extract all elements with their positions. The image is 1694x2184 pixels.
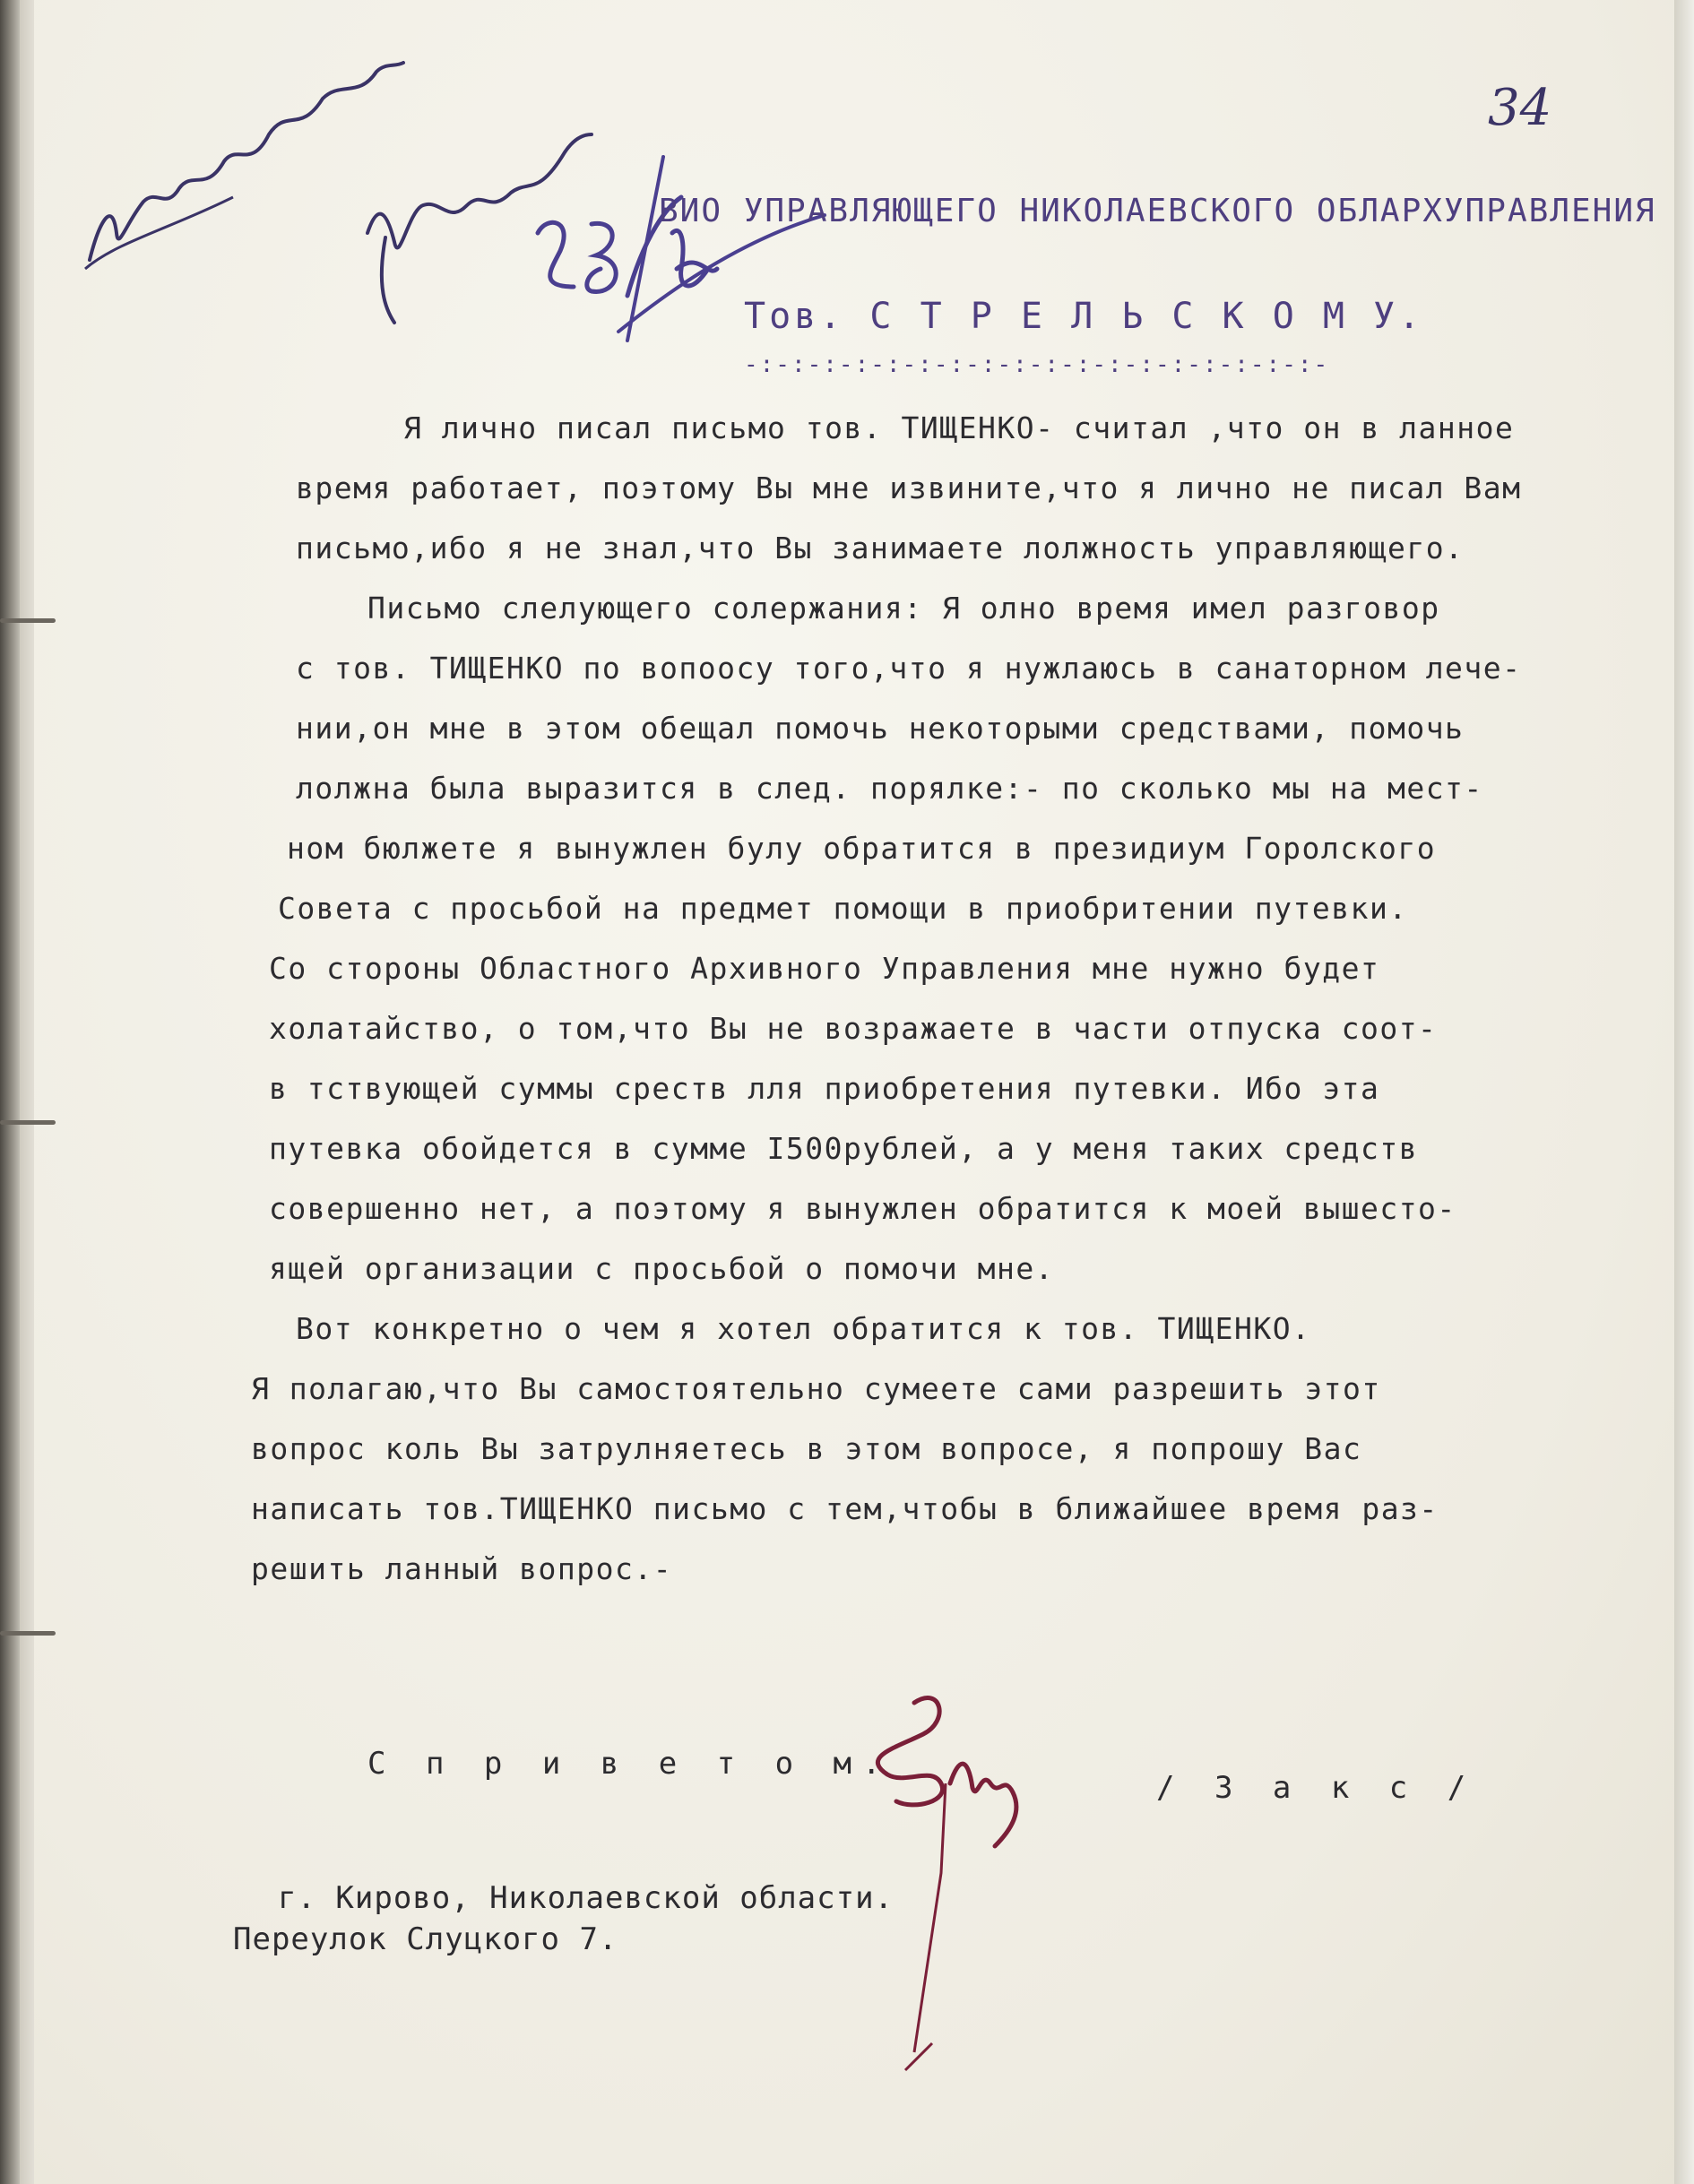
handwritten-signature <box>877 1698 1016 1846</box>
body-line: вопрос коль Вы затрулняетесь в этом вопросе, я попрошу Вас <box>251 1431 1362 1466</box>
body-line: Со стороны Областного Архивного Управления мне нужно будет <box>269 951 1380 986</box>
body-line: Совета с просьбой на предмет помощи в приобритении путевки. <box>278 891 1408 926</box>
body-line: ящей организации с просьбой о помочи мне. <box>269 1251 1055 1286</box>
body-line: написать тов.ТИЩЕНКО письмо с тем,чтобы в ближайшее время раз- <box>251 1491 1439 1526</box>
address-line-street: Переулок Слуцкого 7. <box>233 1921 618 1957</box>
body-line: лолжна была выразится в след. порялке:- по сколько мы на мест- <box>296 771 1483 806</box>
document-heading: ВИО УПРАВЛЯЮЩЕГО НИКОЛАЕВСКОГО ОБЛАРХУПРАВЛЕНИЯ <box>659 193 1656 229</box>
body-line: Я полагаю,что Вы самостоятельно сумеете сами разрешить этот <box>251 1371 1381 1406</box>
handwritten-note-scribble <box>90 63 403 260</box>
address-line-city: г. Кирово, Николаевской области. <box>278 1880 895 1916</box>
body-line: путевка обойдется в сумме I500рублей, а у меня таких средств <box>269 1131 1419 1166</box>
body-line: холатайство, о том,что Вы не возражаете в части отпуска соот- <box>269 1011 1438 1046</box>
page-number: 34 <box>1488 79 1552 137</box>
body-line: в тствующей суммы среств лля приобретения путевки. Ибо эта <box>269 1071 1380 1106</box>
letter-body <box>251 410 1649 1611</box>
sender-address <box>233 1878 894 1960</box>
handwritten-initials <box>367 134 592 247</box>
body-line: Письмо слелующего солержания: Я олно время имел разговор <box>367 591 1440 626</box>
body-line: время работает, поэтому Вы мне извините,что я лично не писал Вам <box>296 470 1522 505</box>
addressee-underline: -:-:-:-:-:-:-:-:-:-:-:-:-:-:-:-:-:-:- <box>744 351 1330 378</box>
body-line: совершенно нет, а поэтому я вынужлен обратится к моей вышесто- <box>269 1191 1456 1226</box>
body-line: ном бюлжете я вынужлен булу обратится в президиум Горолского <box>287 831 1437 866</box>
body-line: письмо,ибо я не знал,что Вы занимаете лолжность управляющего. <box>296 531 1465 565</box>
body-line: Вот конкретно о чем я хотел обратится к тов. ТИЩЕНКО. <box>296 1311 1311 1346</box>
addressee: Тов. С Т Р Е Л Ь С К О М У. <box>744 296 1424 337</box>
body-line: с тов. ТИЩЕНКО по вопоосу того,что я нужлаюсь в санаторном лече- <box>296 651 1522 686</box>
body-line: нии,он мне в этом обещал помочь некоторыми средствами, помочь <box>296 711 1465 746</box>
closing-greeting: С п р и в е т о м. <box>367 1746 892 1782</box>
body-line: решить ланный вопрос.- <box>251 1551 673 1586</box>
signer-name: / З а к с / <box>1156 1770 1477 1806</box>
body-line: Я лично писал письмо тов. ТИЩЕНКО- считал ,что он в ланное <box>403 410 1515 445</box>
